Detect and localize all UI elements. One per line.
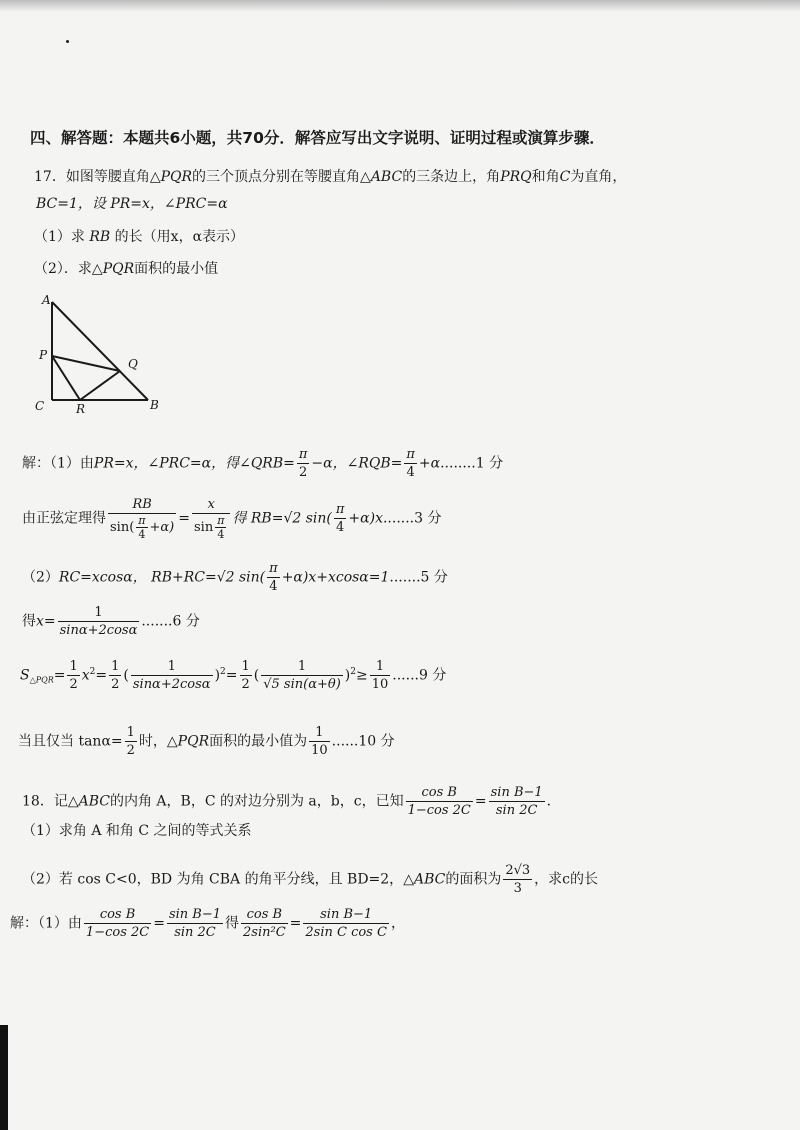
- segment-pr: [52, 356, 80, 400]
- solution-17-step5: $S_{\triangle PQR}=$ $\frac{1}{2}$ $x^2=$ $\frac{1}{2}$ ( $\frac{1}{\sin\alpha+2\cos\alpha}$ )$^2$= $\frac{1}{2}$ ( $\frac{1}{√5 \sin(\alpha+\theta)}$ )$^2$≥ $\frac{1}{10}$ ......9 分: [20, 659, 447, 692]
- problem-18-q2: （2）若 cos C<0，BD 为角 CBA 的角平分线，且 BD=2，△ABC的面积为 $\frac{2√3}{3}$ ，求c的长: [22, 863, 598, 896]
- solution-17-step1: 解：（1）由PR=x，∠PRC=α，得∠QRB= $\frac{\pi}{2}$ −α，∠RQB= $\frac{\pi}{4}$ +α........1 分: [22, 447, 504, 480]
- problem-17-condition: BC=1，设 PR=x，∠PRC=α: [36, 196, 228, 212]
- label-b: B: [150, 398, 159, 412]
- problem-17-stem: 17．如图等腰直角△PQR的三个顶点分别在等腰直角△ABC的三条边上，角PRQ和角C为直角，: [34, 169, 627, 185]
- section-heading: 四、解答题：本题共6小题，共70分．解答应写出文字说明、证明过程或演算步骤．: [30, 129, 605, 147]
- label-r: R: [76, 402, 86, 416]
- scan-edge-left: [0, 1025, 8, 1130]
- label-p: P: [39, 348, 48, 362]
- scan-speck: [66, 40, 69, 43]
- problem-17-q2: （2）．求△PQR面积的最小值: [34, 261, 219, 277]
- solution-17-step3: （2）RC=xcosα， RB+RC=√2 sin( $\frac{\pi}{4}$ +α)x+xcosα=1.......5 分: [22, 561, 448, 594]
- problem-18-q1: （1）求角 A 和角 C 之间的等式关系: [22, 823, 252, 839]
- label-q: Q: [128, 357, 138, 371]
- solution-18-step1: 解：（1）由 $\frac{\text{cos B}}{1-\cos 2C}$ = $\frac{\text{sin B−1}}{\sin 2C}$ 得 $\frac{\text{cos B}}{\text{2sin²C}}$ = $\frac{\text{sin B−1}}{\text{2sin C cos C}}$ ，: [10, 907, 405, 940]
- solution-17-step4: 得x= $\frac{1}{\sin\alpha+2\cos\alpha}$ .......6 分: [22, 605, 200, 638]
- segment-pq: [52, 356, 120, 371]
- solution-17-step6: 当且仅当 tanα= $\frac{1}{2}$ 时，△PQR面积的最小值为 $\frac{1}{10}$ ......10 分: [18, 725, 395, 758]
- label-c: C: [35, 399, 45, 413]
- segment-rq: [80, 371, 120, 400]
- problem-17-q1: （1）求 RB 的长（用x，α表示）: [34, 229, 245, 245]
- problem-18-stem: 18．记△ABC的内角 A，B，C 的对边分别为 a，b，c，已知 $\frac{\text{cos B}}{1-\cos 2C}$ = $\frac{\text{sin B−1}}{\sin 2C}$ ．: [22, 785, 561, 818]
- label-a: A: [42, 293, 51, 307]
- solution-17-step2: 由正弦定理得 RB sin( $\frac{\pi}{4}$ +α) = x sin $\frac{\pi}{4}$ 得 RB=√2 sin( $\frac{\pi}{4}$ +α)x.......3 分: [22, 497, 442, 541]
- triangle-diagram: [30, 292, 180, 417]
- scan-edge: [0, 0, 800, 12]
